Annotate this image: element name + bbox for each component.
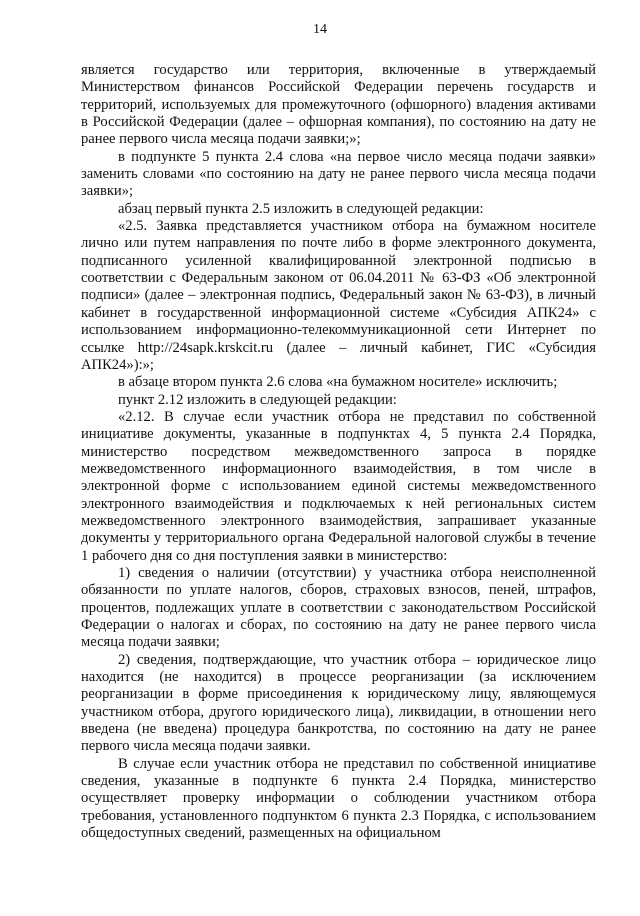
paragraph-item-1: 1) сведения о наличии (отсутствии) у участника отбора неисполненной обязанности по уплате налогов, сборов, страховых взносов, пеней, штрафов, процентов, подлежащих уплате в соответствии с законодательством Российской Федерации о налогах и сборах, по состоянию на дату не ранее первого числа месяца подачи заявки; xyxy=(81,564,596,651)
document-body xyxy=(81,62,596,842)
paragraph-continuation: является государство или территория, включенные в утверждаемый Министерством финансов Российской Федерации перечень государств и территорий, используемых для промежуточного (офшорного) владения активами в Российской Федерации (далее – офшорная компания), по состоянию на дату не ранее первого числа месяца подачи заявки;»; xyxy=(81,62,596,148)
paragraph-amendment-2-4: в подпункте 5 пункта 2.4 слова «на первое число месяца подачи заявки» заменить словами «по состоянию на дату не ранее первого числа месяца подачи заявки»; xyxy=(81,148,596,200)
page-number: 14 xyxy=(313,22,327,37)
paragraph-instruction-2-5: абзац первый пункта 2.5 изложить в следующей редакции: xyxy=(118,200,484,217)
paragraph-instruction-2-12: пункт 2.12 изложить в следующей редакции: xyxy=(118,391,397,408)
paragraph-item-2: 2) сведения, подтверждающие, что участник отбора – юридическое лицо находится (не находится) в процессе реорганизации (за исключением реорганизации в форме присоединения к юридическому лицу, являющемуся участником отбора, другого юридического лица), ликвидации, в отношении него введена (не введена) процедура банкротства, по состоянию на дату не ранее первого числа месяца подачи заявки. xyxy=(81,651,596,755)
paragraph-amendment-2-6: в абзаце втором пункта 2.6 слова «на бумажном носителе» исключить; xyxy=(118,374,558,391)
paragraph-verification: В случае если участник отбора не представил по собственной инициативе сведения, указанные в подпункте 6 пункта 2.4 Порядка, министерство осуществляет проверку информации о соблюдении участником отбора требования, установленного подпунктом 6 пункта 2.3 Порядка, с использованием общедоступных сведений, размещенных на официальном xyxy=(81,755,596,842)
paragraph-clause-2-12: «2.12. В случае если участник отбора не представил по собственной инициативе документы, указанные в подпунктах 4, 5 пункта 2.4 Порядка, министерство посредством межведомственного запроса в порядке межведомственного информационного взаимодействия, в том числе в электронной форме с использованием единой системы межведомственного электронного взаимодействия и подключаемых к ней региональных систем межведомственного электронного взаимодействия, запрашивает указанные документы у территориального органа Федеральной налоговой службы в течение 1 рабочего дня со дня поступления заявки в министерство: xyxy=(81,408,596,564)
paragraph-clause-2-5: «2.5. Заявка представляется участником отбора на бумажном носителе лично или путем направления по почте либо в форме электронного документа, подписанного усиленной квалифицированной электронной подписью в соответствии с Федеральным законом от 06.04.2011 № 63-ФЗ «Об электронной подписи» (далее – электронная подпись, Федеральный закон № 63-ФЗ), в личный кабинет в государственной информационной системе «Субсидия АПК24» с использованием информационно-телекоммуникационной сети Интернет по ссылке http://24sapk.krskcit.ru (далее – личный кабинет, ГИС «Субсидия АПК24»):»; xyxy=(81,218,596,373)
